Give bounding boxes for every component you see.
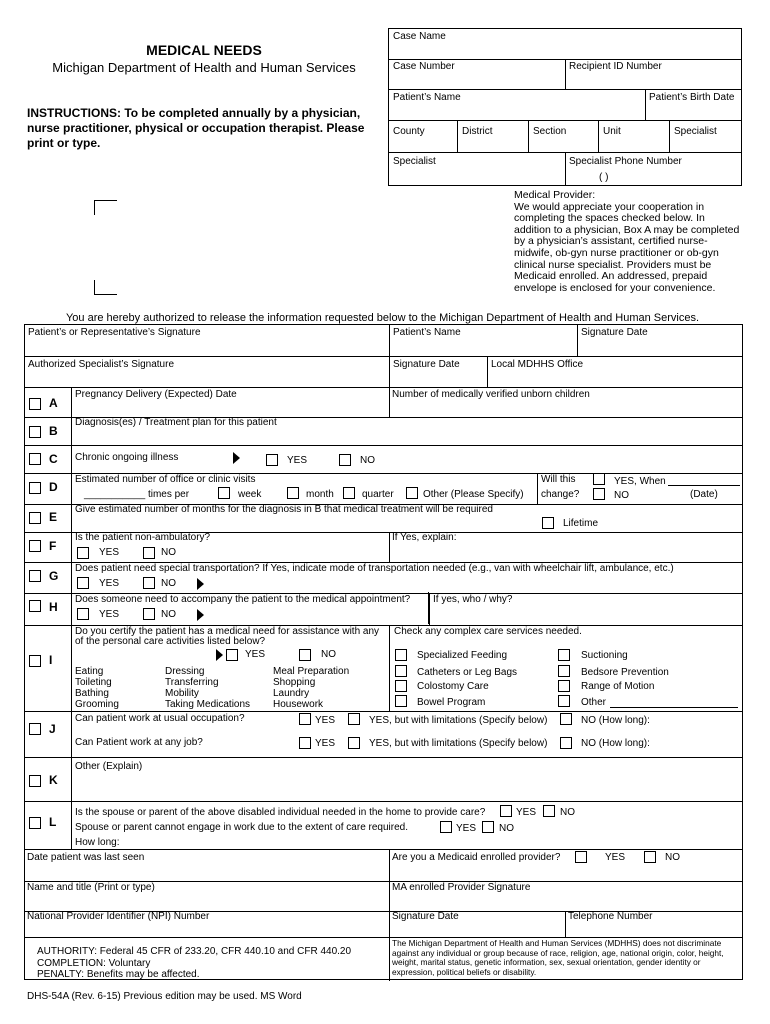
medicaid-no-label: NO bbox=[665, 852, 680, 863]
f-no-checkbox[interactable] bbox=[143, 547, 155, 559]
d-month-checkbox[interactable] bbox=[287, 487, 299, 499]
j2-yes-label: YES bbox=[315, 738, 336, 749]
section-l-checkbox[interactable] bbox=[29, 817, 41, 829]
change-label: change? bbox=[541, 489, 580, 500]
section-i-letter: I bbox=[49, 653, 53, 667]
suctioning-label: Suctioning bbox=[581, 650, 628, 661]
will-this-label: Will this bbox=[541, 474, 576, 485]
instructions: INSTRUCTIONS: To be completed annually by a physician, nurse practitioner, physical or occupation therapist. Please print or type. bbox=[27, 106, 365, 150]
section-e-letter: E bbox=[49, 510, 58, 524]
i-yes-label: YES bbox=[245, 649, 266, 660]
j1-no-checkbox[interactable] bbox=[560, 713, 572, 725]
district-field[interactable]: District bbox=[462, 126, 493, 137]
activity-bathing: Bathing bbox=[75, 688, 109, 699]
npi-field[interactable]: National Provider Identifier (NPI) Number bbox=[27, 911, 210, 922]
last-seen-field[interactable]: Date patient was last seen bbox=[27, 852, 145, 863]
specialized-feeding-label: Specialized Feeding bbox=[417, 650, 508, 661]
l-question-1: Is the spouse or parent of the above disabled individual needed in the home to provide care? bbox=[75, 807, 486, 818]
section-c-question: Chronic ongoing illness bbox=[75, 452, 179, 463]
activity-mobility: Mobility bbox=[165, 688, 199, 699]
section-k-letter: K bbox=[49, 773, 58, 787]
specialist-signature-date[interactable]: Signature Date bbox=[393, 359, 460, 370]
patient-signature-field[interactable]: Patient’s or Representative’s Signature bbox=[28, 327, 201, 338]
section-e-question: Give estimated number of months for the diagnosis in B that medical treatment will be required bbox=[75, 504, 493, 515]
section-c-checkbox[interactable] bbox=[29, 453, 41, 465]
completion-text: COMPLETION: Voluntary bbox=[37, 958, 151, 969]
i-no-checkbox[interactable] bbox=[299, 649, 311, 661]
birth-date-field[interactable]: Patient’s Birth Date bbox=[649, 92, 735, 103]
d-other-label: Other (Please Specify) bbox=[423, 489, 524, 500]
section-f-question: Is the patient non-ambulatory? bbox=[75, 532, 211, 543]
d-no-label: NO bbox=[614, 490, 629, 501]
activity-housework: Housework bbox=[273, 699, 324, 710]
section-g-letter: G bbox=[49, 569, 59, 583]
authority-text: AUTHORITY: Federal 45 CFR of 233.20, CFR 440.10 and CFR 440.20 bbox=[37, 946, 352, 957]
complex-care-question: Check any complex care services needed. bbox=[394, 626, 582, 637]
f-no-label: NO bbox=[161, 547, 176, 558]
c-no-label: NO bbox=[360, 455, 375, 466]
l1-yes-label: YES bbox=[516, 807, 537, 818]
other-care-label: Other bbox=[581, 697, 607, 708]
section-e-checkbox[interactable] bbox=[29, 512, 41, 524]
g-yes-label: YES bbox=[99, 578, 120, 589]
l2-yes-label: YES bbox=[456, 823, 477, 834]
j1-yes-label: YES bbox=[315, 715, 336, 726]
h-no-checkbox[interactable] bbox=[143, 608, 155, 620]
j2-yes-limit-label: YES, but with limitations (Specify below) bbox=[369, 738, 548, 749]
h-yes-label: YES bbox=[99, 609, 120, 620]
section-b-question: Diagnosis(es) / Treatment plan for this patient bbox=[75, 417, 277, 428]
d-yes-when-checkbox[interactable] bbox=[593, 473, 605, 485]
section-a-checkbox[interactable] bbox=[29, 398, 41, 410]
j-question-2: Can Patient work at any job? bbox=[75, 737, 203, 748]
g-arrow-icon bbox=[197, 578, 204, 590]
form-title: MEDICAL NEEDS bbox=[146, 42, 262, 58]
section-d-checkbox[interactable] bbox=[29, 482, 41, 494]
recipient-id-field[interactable]: Recipient ID Number bbox=[569, 61, 662, 72]
j1-yes-checkbox[interactable] bbox=[299, 713, 311, 725]
section-h-question: Does someone need to accompany the patient to the medical appointment? bbox=[75, 594, 411, 605]
colostomy-checkbox[interactable] bbox=[395, 680, 407, 692]
form-subtitle: Michigan Department of Health and Human Services bbox=[52, 60, 356, 75]
section-i-question-1: Do you certify the patient has a medical need for assistance with any bbox=[75, 626, 380, 637]
f-yes-label: YES bbox=[99, 547, 120, 558]
f-explain-field[interactable]: If Yes, explain: bbox=[392, 532, 457, 543]
case-header-box bbox=[388, 28, 742, 186]
local-office-field[interactable]: Local MDHHS Office bbox=[491, 359, 584, 370]
h-arrow-icon bbox=[197, 609, 204, 621]
case-name-field[interactable]: Case Name bbox=[393, 31, 446, 42]
i-yes-checkbox[interactable] bbox=[226, 649, 238, 661]
medicaid-no-checkbox[interactable] bbox=[644, 851, 656, 863]
activity-eating: Eating bbox=[75, 666, 104, 677]
activity-grooming: Grooming bbox=[75, 699, 119, 710]
l2-no-checkbox[interactable] bbox=[482, 821, 494, 833]
section-field[interactable]: Section bbox=[533, 126, 567, 137]
activity-meal-prep: Meal Preparation bbox=[273, 666, 350, 677]
d-week-checkbox[interactable] bbox=[218, 487, 230, 499]
j2-no-label: NO (How long): bbox=[581, 738, 650, 749]
medicaid-yes-checkbox[interactable] bbox=[575, 851, 587, 863]
i-no-label: NO bbox=[321, 649, 336, 660]
f-yes-checkbox[interactable] bbox=[77, 547, 89, 559]
bottom-signature-date[interactable]: Signature Date bbox=[392, 911, 459, 922]
specialized-feeding-checkbox[interactable] bbox=[395, 649, 407, 661]
section-d-letter: D bbox=[49, 480, 58, 494]
activity-transferring: Transferring bbox=[165, 677, 219, 688]
provider-note: Medical Provider: We would appreciate your cooperation in completing the spaces checked below. In addition to a physician, Box A may be completed by a physician’s assistant, certified nurse-midwife, ob-gyn nurse practitioner or ob-gyn clinical nurse specialist. Providers must be Medicaid enrolled. An addressed, prepaid envelope is enclosed for your convenience. bbox=[514, 189, 740, 294]
j2-no-checkbox[interactable] bbox=[560, 737, 572, 749]
l2-yes-checkbox[interactable] bbox=[440, 821, 452, 833]
authorization-statement: You are hereby authorized to release the information requested below to the Michigan Department of Health and Human Services. bbox=[65, 312, 700, 324]
arrow-right-icon bbox=[233, 452, 240, 464]
range-motion-checkbox[interactable] bbox=[558, 680, 570, 692]
j1-no-label: NO (How long): bbox=[581, 715, 650, 726]
section-k-question[interactable]: Other (Explain) bbox=[75, 761, 143, 772]
section-j-checkbox[interactable] bbox=[29, 723, 41, 735]
h-yes-checkbox[interactable] bbox=[77, 608, 89, 620]
county-field[interactable]: County bbox=[393, 126, 425, 137]
catheters-checkbox[interactable] bbox=[395, 665, 407, 677]
l1-no-label: NO bbox=[560, 807, 575, 818]
g-no-checkbox[interactable] bbox=[143, 577, 155, 589]
section-b-letter: B bbox=[49, 424, 58, 438]
j2-yes-limit-checkbox[interactable] bbox=[348, 737, 360, 749]
h-who-field[interactable]: If yes, who / why? bbox=[433, 594, 513, 605]
lifetime-label: Lifetime bbox=[563, 518, 599, 529]
unit-field[interactable]: Unit bbox=[603, 126, 621, 137]
colostomy-label: Colostomy Care bbox=[417, 681, 489, 692]
medicaid-question: Are you a Medicaid enrolled provider? bbox=[392, 852, 561, 863]
patient-name-field[interactable]: Patient’s Name bbox=[393, 92, 461, 103]
c-yes-label: YES bbox=[287, 455, 308, 466]
ma-signature-field[interactable]: MA enrolled Provider Signature bbox=[392, 882, 531, 893]
l1-no-checkbox[interactable] bbox=[543, 805, 555, 817]
section-g-checkbox[interactable] bbox=[29, 570, 41, 582]
other-care-checkbox[interactable] bbox=[558, 695, 570, 707]
section-h-letter: H bbox=[49, 600, 58, 614]
section-f-checkbox[interactable] bbox=[29, 540, 41, 552]
address-bracket-top bbox=[94, 200, 117, 215]
bowel-program-checkbox[interactable] bbox=[395, 695, 407, 707]
section-g-question: Does patient need special transportation? If Yes, indicate mode of transportation needed (e.g., van with wheelchair lift, ambulance, etc.) bbox=[75, 563, 674, 574]
i-arrow-icon bbox=[216, 649, 223, 661]
activity-dressing: Dressing bbox=[165, 666, 205, 677]
c-no-checkbox[interactable] bbox=[339, 454, 351, 466]
activity-taking-medications: Taking Medications bbox=[165, 699, 251, 710]
catheters-label: Catheters or Leg Bags bbox=[417, 667, 518, 678]
phone-area-code: ( ) bbox=[599, 172, 609, 183]
medicaid-yes-label: YES bbox=[605, 852, 626, 863]
address-bracket-bottom bbox=[94, 280, 117, 295]
section-i-checkbox[interactable] bbox=[29, 655, 41, 667]
section-i-question-2: of the personal care activities listed below? bbox=[75, 636, 266, 647]
j2-yes-checkbox[interactable] bbox=[299, 737, 311, 749]
d-other-checkbox[interactable] bbox=[406, 487, 418, 499]
d-week-label: week bbox=[238, 489, 262, 500]
form-number: DHS-54A (Rev. 6-15) Previous edition may be used. MS Word bbox=[27, 991, 302, 1002]
j1-yes-limit-label: YES, but with limitations (Specify below) bbox=[369, 715, 548, 726]
l1-yes-checkbox[interactable] bbox=[500, 805, 512, 817]
unborn-children-field[interactable]: Number of medically verified unborn children bbox=[392, 389, 590, 400]
j1-yes-limit-checkbox[interactable] bbox=[348, 713, 360, 725]
penalty-text: PENALTY: Benefits may be affected. bbox=[37, 969, 200, 980]
specialist-signature-field[interactable]: Authorized Specialist’s Signature bbox=[28, 359, 175, 370]
d-no-checkbox[interactable] bbox=[593, 488, 605, 500]
d-quarter-label: quarter bbox=[362, 489, 394, 500]
patient-name-sig-field[interactable]: Patient’s Name bbox=[393, 327, 461, 338]
yes-when-label: YES, When bbox=[614, 476, 666, 487]
name-title-field[interactable]: Name and title (Print or type) bbox=[27, 882, 155, 893]
l-question-2: Spouse or parent cannot engage in work due to the extent of care required. bbox=[75, 822, 408, 833]
g-no-label: NO bbox=[161, 578, 176, 589]
suctioning-checkbox[interactable] bbox=[558, 649, 570, 661]
lifetime-checkbox[interactable] bbox=[542, 517, 554, 529]
bedsore-label: Bedsore Prevention bbox=[581, 667, 669, 678]
section-c-letter: C bbox=[49, 452, 58, 466]
bedsore-checkbox[interactable] bbox=[558, 665, 570, 677]
change-date-label: (Date) bbox=[690, 489, 718, 500]
section-a-question: Pregnancy Delivery (Expected) Date bbox=[75, 389, 237, 400]
specialist-phone-field[interactable]: Specialist Phone Number bbox=[569, 156, 682, 167]
section-b-checkbox[interactable] bbox=[29, 426, 41, 438]
section-h-checkbox[interactable] bbox=[29, 600, 41, 612]
j-question-1: Can patient work at usual occupation? bbox=[75, 713, 245, 724]
l2-no-label: NO bbox=[499, 823, 514, 834]
telephone-field[interactable]: Telephone Number bbox=[568, 911, 653, 922]
bowel-program-label: Bowel Program bbox=[417, 697, 486, 708]
section-d-question: Estimated number of office or clinic visits bbox=[75, 474, 256, 485]
section-j-letter: J bbox=[49, 722, 56, 736]
section-l-letter: L bbox=[49, 815, 57, 829]
g-yes-checkbox[interactable] bbox=[77, 577, 89, 589]
signature-date-field[interactable]: Signature Date bbox=[581, 327, 648, 338]
activity-toileting: Toileting bbox=[75, 677, 112, 688]
c-yes-checkbox[interactable] bbox=[266, 454, 278, 466]
section-f-letter: F bbox=[49, 539, 57, 553]
nondiscrimination-text: The Michigan Department of Health and Human Services (MDHHS) does not discriminate against any individual or group because of race, religion, age, national origin, color, height, weight, marital status, genetic information, sex, sexual orientation, gender identity or expression, political beliefs or disability. bbox=[392, 938, 724, 977]
specialist-field[interactable]: Specialist bbox=[674, 126, 717, 137]
d-quarter-checkbox[interactable] bbox=[343, 487, 355, 499]
section-k-checkbox[interactable] bbox=[29, 775, 41, 787]
case-number-field[interactable]: Case Number bbox=[393, 61, 455, 72]
d-month-label: month bbox=[306, 489, 334, 500]
h-no-label: NO bbox=[161, 609, 176, 620]
specialist-name-field[interactable]: Specialist bbox=[393, 156, 436, 167]
range-motion-label: Range of Motion bbox=[581, 681, 655, 692]
times-per-field[interactable]: ___________ times per bbox=[84, 489, 190, 500]
activity-shopping: Shopping bbox=[273, 677, 316, 688]
section-a-letter: A bbox=[49, 396, 58, 410]
activity-laundry: Laundry bbox=[273, 688, 310, 699]
l-how-long-field[interactable]: How long: bbox=[75, 837, 120, 848]
